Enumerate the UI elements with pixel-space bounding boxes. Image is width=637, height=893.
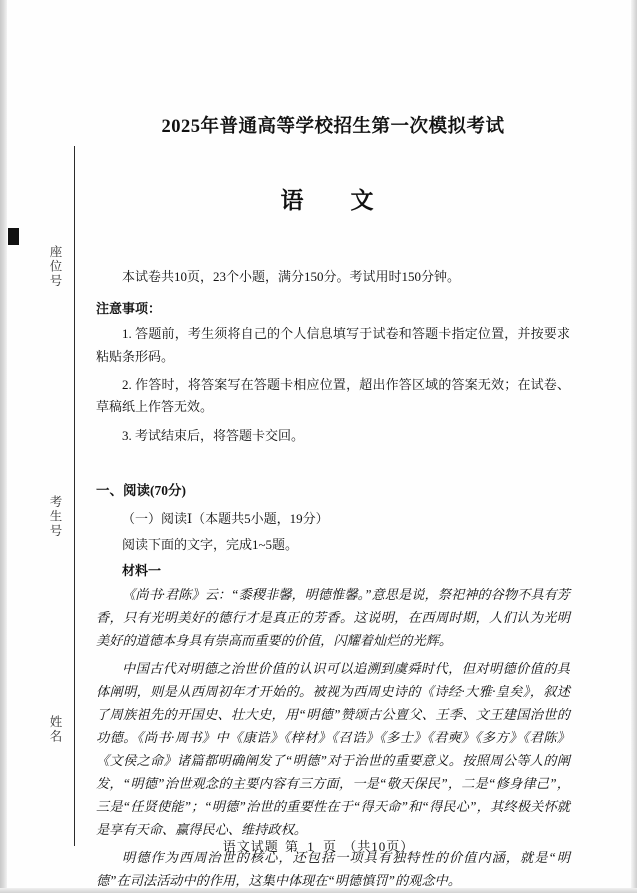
footer-subject: 语文试题: [222, 839, 279, 854]
page-title: 2025年普通高等学校招生第一次模拟考试: [161, 117, 505, 137]
passage-paragraph: 明德作为西周治世的核心，还包括一项具有独特性的价值内涵，就是“明德”在司法活动中的作用，这集中体现在“明德慎罚”的观念中。: [96, 849, 570, 888]
subsection-heading: （一）阅读Ⅰ（本题共5小题，19分）: [122, 510, 329, 526]
reading-instruction: 阅读下面的文字，完成1~5题。: [122, 536, 299, 552]
exam-number-label: 考生号: [48, 495, 62, 539]
scan-edge-right: [631, 0, 637, 893]
footer-page-number: 1: [307, 839, 315, 854]
margin-divider-line: [74, 146, 75, 846]
page-footer: [0, 836, 637, 855]
notice-item: 3. 考试结束后，将答题卡交回。: [122, 427, 305, 443]
document-content: [96, 0, 570, 893]
notice-item: 1. 答题前，考生须将自己的个人信息填写于试卷和答题卡指定位置，并按要求粘贴条形码。: [96, 326, 570, 364]
footer-page-suffix: 页: [323, 839, 338, 854]
subject-title: 语 文: [280, 188, 386, 213]
notice-item: 2. 作答时，将答案写在答题卡相应位置，超出作答区域的答案无效；在试卷、草稿纸上作答无效。: [96, 376, 570, 415]
section-heading-part-one: 一、阅读(70分): [96, 482, 186, 498]
passage-paragraph: 《尚书·君陈》云：“黍稷非馨，明德惟馨。”意思是说，祭祀神的谷物不具有芳香，只有光明美好的德行才是真正的芳香。这说明，在西周时期，人们认为光明美好的道德本身具有崇高而重要的价值，闪耀着灿烂的光辉。: [96, 586, 570, 648]
registration-mark: [8, 228, 19, 245]
exam-meta-line: 本试卷共10页，23个小题，满分150分。考试用时150分钟。: [122, 269, 461, 284]
footer-page-prefix: 第: [284, 839, 299, 854]
material-label: 材料一: [122, 562, 162, 578]
seat-number-label: 座位号: [48, 245, 62, 289]
scan-edge-left: [0, 0, 7, 893]
footer-total-pages: （共10页）: [343, 839, 415, 854]
passage-paragraph: 中国古代对明德之治世价值的认识可以追溯到虞舜时代，但对明德价值的具体阐明，则是从西周初年才开始的。被视为西周史诗的《诗经·大雅·皇矣》，叙述了周族祖先的开国史、壮大史，用“明德”赞颂古公亶父、王季、文王建国治世的功德。《尚书·周书》中《康诰》《梓材》《召诰》《多士》《君奭》《多方》《君陈》《文侯之命》诸篇都明确阐发了“明德”对于治世的重要意义。按照周公等人的阐发，“明德”治世观念的主要内容有三方面，一是“敬天保民”，二是“修身律己”，三是“任贤使能”；“明德”治世的重要性在于“得天命”和“得民心”，其终极关怀就是享有天命、赢得民心、维持政权。: [96, 660, 570, 837]
notice-heading: 注意事项：: [96, 301, 162, 317]
candidate-name-label: 姓名: [48, 715, 62, 744]
